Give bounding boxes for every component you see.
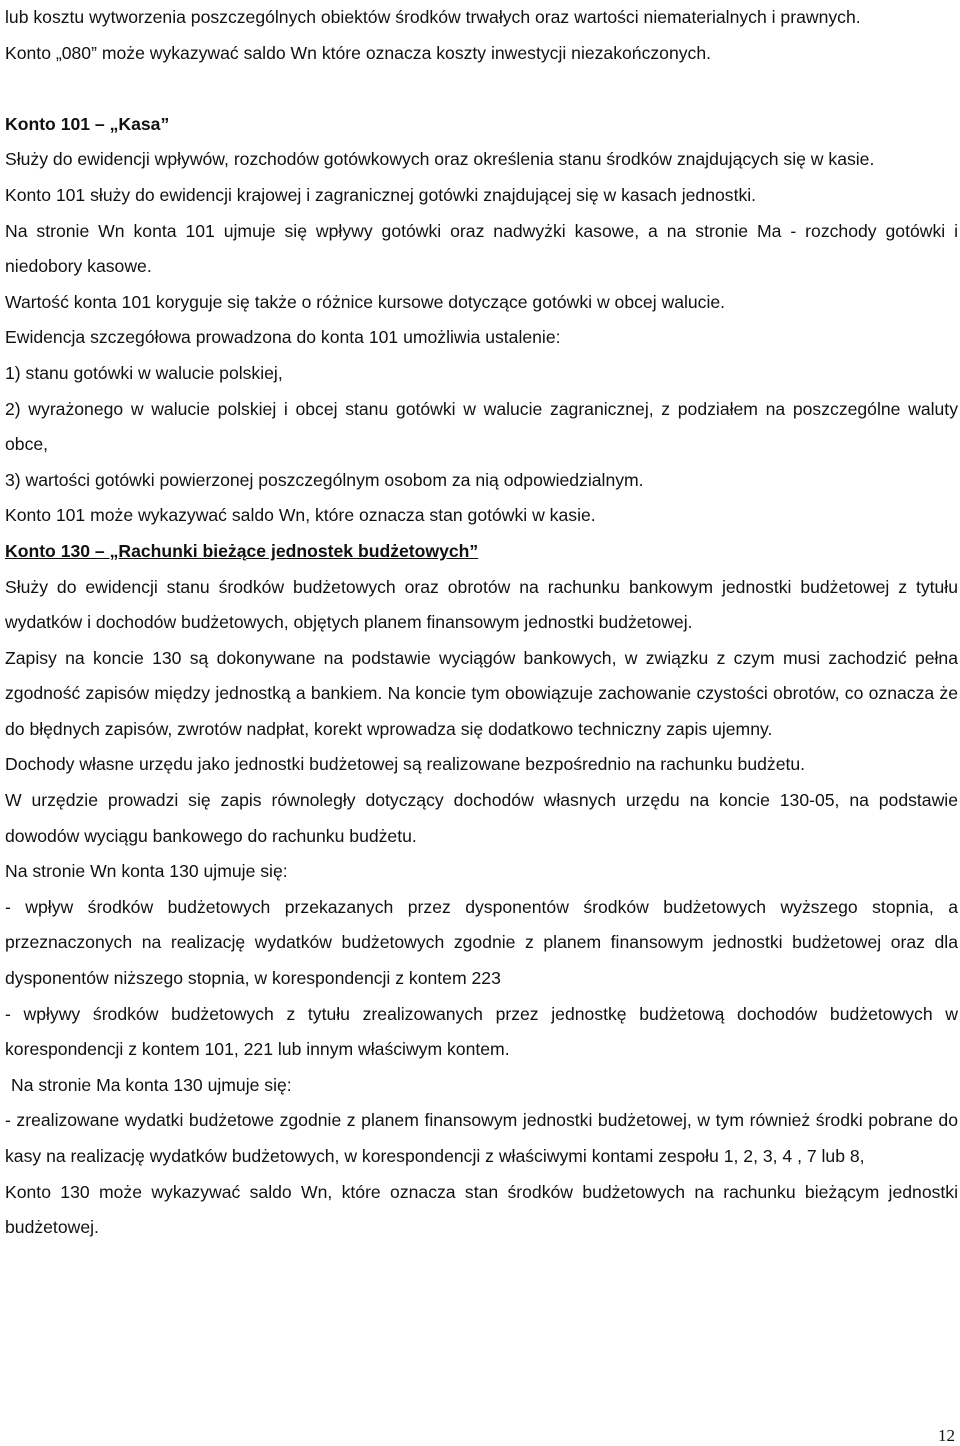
paragraph-101-exchange: Wartość konta 101 koryguje się także o różnice kursowe dotyczące gotówki w obcej walucie. — [5, 291, 726, 312]
paragraph-130-purpose: Służy do ewidencji stanu środków budżetowych oraz obrotów na rachunku bankowym jednostki budżetowej z tytułu wydatków i dochodów budżetowych, objętych planem finansowym jednostki budżetowej. — [5, 576, 958, 633]
paragraph-130-wn-intro: Na stronie Wn konta 130 ujmuje się: — [5, 861, 288, 882]
list-item-wn-revenue: - wpływy środków budżetowych z tytułu zrealizowanych przez jednostkę budżetową dochodów budżetowych w korespondencji z kontem 101, 221 lub innym właściwym kontem. — [5, 1003, 958, 1060]
paragraph-130-parallel-entry: W urzędzie prowadzi się zapis równoległy dotyczący dochodów własnych urzędu na koncie 130-05, na podstawie dowodów wyciągu bankowego do rachunku budżetu. — [5, 790, 958, 846]
paragraph-101-cash: Konto 101 służy do ewidencji krajowej i zagranicznej gotówki znajdującej się w kasach jednostki. — [5, 184, 757, 205]
list-item-ma-expenses: - zrealizowane wydatki budżetowe zgodnie z planem finansowym jednostki budżetowej, w tym również środki pobrane do kasy na realizację wydatków budżetowych, w korespondencji z właściwymi kontami zespołu 1, 2, 3, 4 , 7 lub 8, — [5, 1110, 958, 1166]
paragraph-account-080-balance: Konto „080” może wykazywać saldo Wn które oznacza koszty inwestycji niezakończonych. — [5, 42, 712, 63]
paragraph-101-wn-ma: Na stronie Wn konta 101 ujmuje się wpływy gotówki oraz nadwyżki kasowe, a na stronie Ma - rozchody gotówki i niedobory kasowe. — [5, 220, 958, 277]
heading-account-101: Konto 101 – „Kasa” — [5, 113, 170, 134]
paragraph-101-detailed: Ewidencja szczegółowa prowadzona do konta 101 umożliwia ustalenie: — [5, 327, 561, 348]
list-item-3: 3) wartości gotówki powierzonej poszczególnym osobom za nią odpowiedzialnym. — [5, 469, 644, 490]
paragraph-130-balance: Konto 130 może wykazywać saldo Wn, które oznacza stan środków budżetowych na rachunku bieżącym jednostki budżetowej. — [5, 1181, 958, 1238]
list-item-wn-inflow: - wpływ środków budżetowych przekazanych przez dysponentów środków budżetowych wyższego stopnia, a przeznaczonych na realizację wydatków budżetowych zgodnie z planem finansowym jednostki budżetowej oraz dla dysponentów niższego stopnia, w korespondencji z kontem 223 — [5, 896, 958, 989]
list-item-2: 2) wyrażonego w walucie polskiej i obcej stanu gotówki w walucie zagranicznej, z podziałem na poszczególne waluty obce, — [5, 398, 958, 455]
heading-account-130: Konto 130 – „Rachunki bieżące jednostek budżetowych” — [5, 540, 479, 561]
paragraph-101-purpose: Służy do ewidencji wpływów, rozchodów gotówkowych oraz określenia stanu środków znajdujących się w kasie. — [5, 149, 875, 170]
blank-line — [5, 71, 958, 107]
paragraph-asset-cost: lub kosztu wytworzenia poszczególnych obiektów środków trwałych oraz wartości niematerialnych i prawnych. — [5, 7, 861, 27]
paragraph-130-entries: Zapisy na koncie 130 są dokonywane na podstawie wyciągów bankowych, w związku z czym musi zachodzić pełna zgodność zapisów między jednostką a bankiem. Na koncie tym obowiązuje zachowanie czystości obrotów, co oznacza że do błędnych zapisów, zwrotów nadpłat, korekt wprowadza się dodatkowo techniczny zapis ujemny. — [5, 647, 958, 739]
paragraph-101-balance: Konto 101 może wykazywać saldo Wn, które oznacza stan gotówki w kasie. — [5, 505, 596, 526]
document-page — [5, 0, 958, 1246]
paragraph-130-own-income: Dochody własne urzędu jako jednostki budżetowej są realizowane bezpośrednio na rachunku budżetu. — [5, 754, 806, 775]
list-item-1: 1) stanu gotówki w walucie polskiej, — [5, 362, 283, 383]
page-number: 12 — [938, 1426, 955, 1445]
paragraph-130-ma-intro: Na stronie Ma konta 130 ujmuje się: — [11, 1074, 292, 1095]
